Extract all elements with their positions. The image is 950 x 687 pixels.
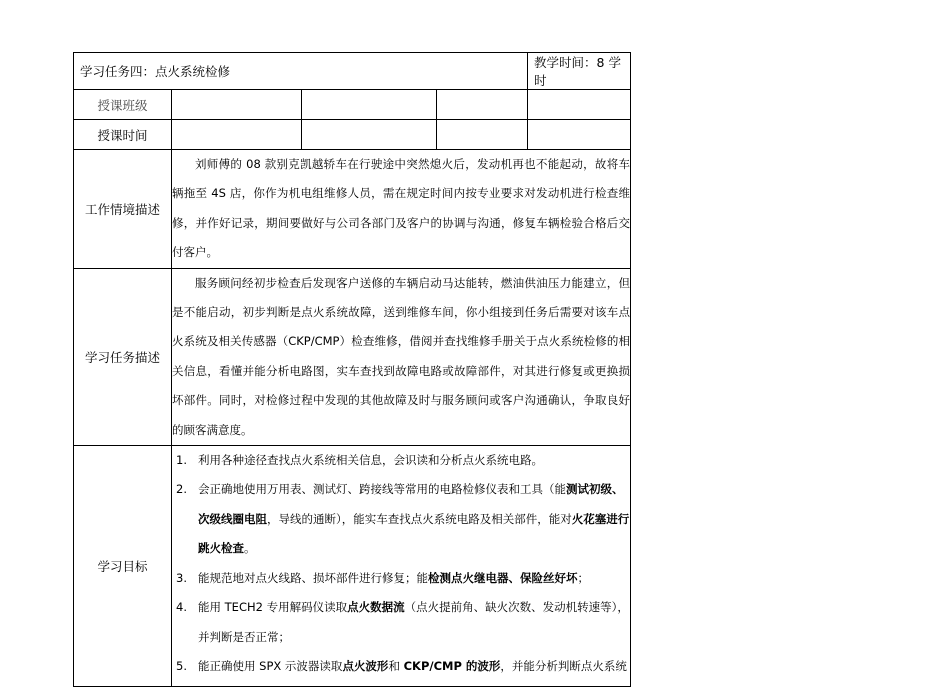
- objective-row: [74, 446, 631, 687]
- time-cell-3: [437, 120, 528, 150]
- time-cell-2: [302, 120, 437, 150]
- objective-item: 4. 能用 TECH2 专用解码仪读取点火数据流（点火提前角、缺火次数、发动机转速等），并判断是否正常；: [176, 600, 629, 644]
- header-row: [74, 53, 631, 90]
- class-label: 授课班级: [74, 90, 172, 120]
- objective-label: 学习目标: [74, 446, 172, 687]
- task-sheet-table: [73, 52, 631, 687]
- scenario-row: [74, 150, 631, 269]
- task-text: 服务顾问经初步检查后发现客户送修的车辆启动马达能转，燃油供油压力能建立，但是不能启动，初步判断是点火系统故障，送到维修车间，你小组接到任务后需要对该车点火系统及相关传感器（CKP/CMP）检查维修，借阅并查找维修手册关于点火系统检修的相关信息，看懂并能分析电路图，实车查找到故障电路或故障部件，对其进行修复或更换损坏部件。同时，对检修过程中发现的其他故障及时与服务顾问或客户沟通确认，争取良好的顾客满意度。: [172, 268, 631, 445]
- objective-list: [172, 446, 631, 687]
- class-cell-4: [528, 90, 631, 120]
- task-label: 学习任务描述: [74, 268, 172, 445]
- time-cell-1: [172, 120, 302, 150]
- time-cell-4: [528, 120, 631, 150]
- scenario-label: 工作情境描述: [74, 150, 172, 269]
- objective-item: 3. 能规范地对点火线路、损坏部件进行修复；能检测点火继电器、保险丝好坏；: [176, 570, 589, 585]
- objective-item: 2. 会正确地使用万用表、测试灯、跨接线等常用的电路检修仪表和工具（能测试初级、次级线圈电阻，导线的通断），能实车查找点火系统电路及相关部件，能对火花塞进行跳火检查。: [176, 482, 630, 556]
- class-cell-2: [302, 90, 437, 120]
- task-row: [74, 268, 631, 445]
- time-row: [74, 120, 631, 150]
- task-title: 学习任务四：点火系统检修: [74, 53, 528, 90]
- class-cell-1: [172, 90, 302, 120]
- objective-item: 5. 能正确使用 SPX 示波器读取点火波形和 CKP/CMP 的波形，并能分析判断点火系统: [176, 658, 627, 673]
- class-cell-3: [437, 90, 528, 120]
- time-label: 授课时间: [74, 120, 172, 150]
- scenario-text: 刘师傅的 08 款别克凯越轿车在行驶途中突然熄火后，发动机再也不能起动，故将车辆拖至 4S 店，你作为机电组维修人员，需在规定时间内按专业要求对发动机进行检查维修，并作好记录，期间要做好与公司各部门及客户的协调与沟通，修复车辆检验合格后交付客户。: [172, 150, 631, 269]
- teaching-time: 教学时间：8 学时: [528, 53, 631, 90]
- objective-item: 1. 利用各种途径查找点火系统相关信息，会识读和分析点火系统电路。: [176, 453, 543, 468]
- class-row: [74, 90, 631, 120]
